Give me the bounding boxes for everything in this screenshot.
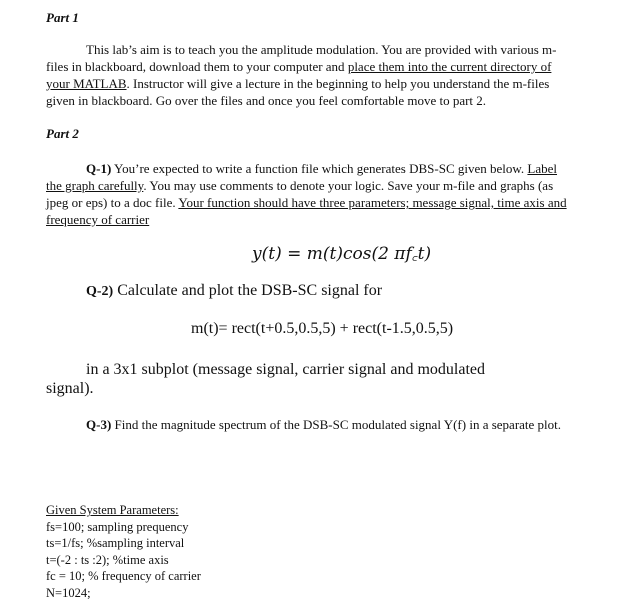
part1-line-1: This lab’s aim is to teach you the amplitude modulation. You are provided with various m- — [86, 42, 557, 57]
q2-text: Calculate and plot the DSB-SC signal for — [113, 282, 383, 299]
part1-line-3-text: . Instructor will give a lecture in the beginning to help you understand the m-files — [126, 76, 550, 91]
q3-label: Q-3) — [86, 417, 112, 432]
param-line: t=(-2 : ts :2); %time axis — [46, 552, 169, 567]
subplot-line-1: in a 3x1 subplot (message signal, carrier signal and modulated — [86, 361, 486, 378]
part1-line-2 — [46, 58, 556, 75]
q2-label: Q-2) — [86, 284, 114, 299]
part1-line-2-text: files in blackboard, download them to your computer and — [46, 59, 348, 74]
q1-line-2 — [46, 177, 567, 194]
part1-paragraph — [46, 41, 556, 109]
q2-line — [86, 282, 382, 301]
part2-heading: Part 2 — [46, 126, 79, 141]
param-line: fs=100; sampling prequency — [46, 519, 189, 534]
part1-line-3 — [46, 75, 556, 92]
q1-paragraph — [46, 160, 567, 228]
q1-underlined-parameters: Your function should have three parameters; message signal, time axis and — [178, 195, 567, 210]
part1-underlined-matlab: your MATLAB — [46, 76, 127, 91]
subplot-line-2: signal). — [46, 380, 94, 397]
q1-label: Q-1) — [86, 161, 112, 176]
q1-line-3 — [46, 194, 567, 211]
part1-underlined-instruction: place them into the current directory of — [347, 59, 552, 74]
param-line: fc = 10; % frequency of carrier — [46, 569, 201, 583]
q1-line-2-text: . You may use comments to denote your logic. Save your m-file and graphs (as — [143, 178, 554, 193]
q3-line — [86, 417, 561, 433]
given-parameters-title: Given System Parameters: — [46, 503, 179, 517]
q1-line-3-text: jpeg or eps) to a doc file. — [46, 195, 179, 210]
q1-line-1 — [46, 160, 567, 177]
dsb-sc-equation: y(t) = m(t)cos(2 πf꜀t) — [252, 244, 432, 264]
q1-underlined-label: Label — [527, 161, 558, 176]
q1-underlined-graph: the graph carefully — [46, 178, 144, 193]
q1-line-1-text: You’re expected to write a function file which generates DBS-SC given below. — [111, 161, 528, 176]
q1-line-4: frequency of carrier — [46, 212, 150, 227]
message-signal-formula: m(t)= rect(t+0.5,0.5,5) + rect(t-1.5,0.5,5) — [191, 320, 454, 337]
part1-line-4: given in blackboard. Go over the files and once you feel comfortable move to part 2. — [46, 93, 487, 108]
q3-text: Find the magnitude spectrum of the DSB-SC modulated signal Y(f) in a separate plot. — [111, 417, 562, 432]
part1-heading: Part 1 — [46, 10, 79, 25]
param-line: N=1024; — [46, 585, 91, 600]
param-line: ts=1/fs; %sampling interval — [46, 536, 185, 550]
given-parameters — [46, 502, 201, 601]
